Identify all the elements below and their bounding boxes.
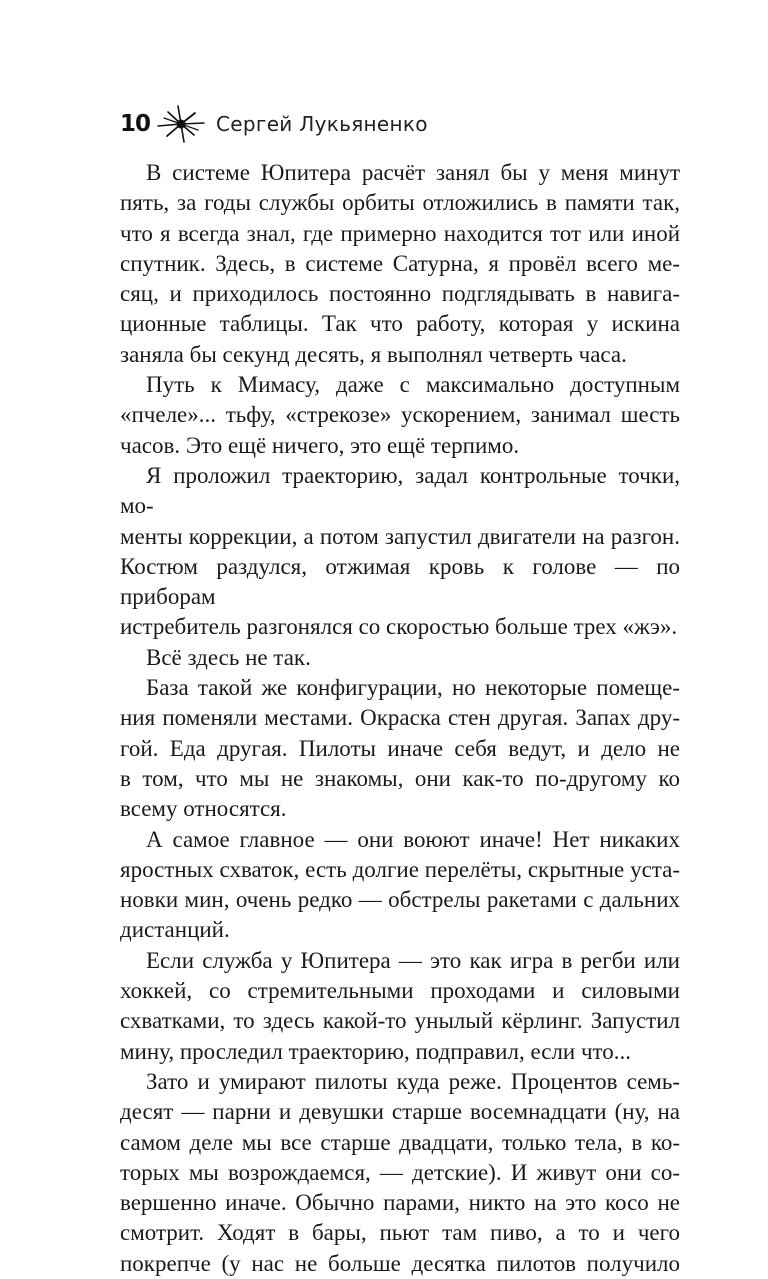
text-line: Путь к Мимасу, даже с максимально доступным (146, 372, 680, 398)
text-line: менты коррекции, а потом запустил двигатели на разгон. (120, 523, 680, 549)
text-line: яростных схваток, есть долгие перелёты, скрытные уста- (120, 856, 680, 882)
text-line: Всё здесь не так. (146, 644, 311, 670)
text-line: вершенно иначе. Обычно парами, никто на это косо не (120, 1190, 680, 1216)
paragraph (120, 643, 680, 673)
text-line: «пчеле»... тьфу, «стрекозе» ускорением, занимал шесть (120, 402, 680, 428)
text-line: всему относятся. (120, 796, 287, 822)
text-line: База такой же конфигурации, но некоторые помеще- (146, 675, 680, 701)
text-line: Костюм раздулся, отжимая кровь к голове — по приборам (120, 553, 680, 610)
spider-star-icon (156, 104, 206, 144)
text-line: истребитель разгонялся со скоростью больше трех «жэ». (120, 614, 678, 640)
text-line: Если служба у Юпитера — это как игра в регби или (146, 947, 680, 973)
text-line: пять, за годы службы орбиты отложились в памяти так, (120, 190, 680, 216)
text-line: спутник. Здесь, в системе Сатурна, я провёл всего ме- (120, 250, 680, 276)
text-line: Зато и умирают пилоты куда реже. Процентов семь- (146, 1068, 680, 1094)
text-line: гой. Еда другая. Пилоты иначе себя ведут, и дело не (120, 735, 680, 761)
paragraph (120, 946, 680, 1067)
text-line: дистанций. (120, 917, 230, 943)
text-line: торых мы возрождаемся, — детские). И живут они со- (120, 1159, 680, 1185)
text-line: что я всегда знал, где примерно находится тот или иной (120, 220, 680, 246)
text-line: сяц, и приходилось постоянно подглядывать в навига- (120, 281, 680, 307)
text-line: А самое главное — они воюют иначе! Нет никаких (146, 826, 680, 852)
text-line: десят — парни и девушки старше восемнадцати (ну, на (120, 1099, 680, 1125)
text-line: покрепче (у нас не больше десятка пилотов получило (120, 1250, 680, 1276)
paragraph (120, 673, 680, 824)
text-line: ния поменяли местами. Окраска стен другая. Запах дру- (120, 705, 680, 731)
body-text (120, 158, 680, 1279)
text-line: часов. Это ещё ничего, это ещё терпимо. (120, 432, 520, 458)
text-line: Я проложил траекторию, задал контрольные точки, мо- (120, 462, 680, 519)
text-line: ционные таблицы. Так что работу, которая у искина (120, 311, 680, 337)
text-line: в том, что мы не знакомы, они как-то по-другому ко (120, 765, 680, 791)
paragraph (120, 461, 680, 643)
paragraph (120, 158, 680, 370)
page-number: 10 (120, 111, 151, 137)
text-line: самом деле мы все старше двадцати, только тела, в ко- (120, 1129, 680, 1155)
paragraph (120, 1067, 680, 1279)
text-line: заняла бы секунд десять, я выполнял четверть часа. (120, 341, 627, 367)
paragraph (120, 370, 680, 461)
text-line: смотрит. Ходят в бары, пьют там пиво, а то и чего (120, 1220, 680, 1246)
running-head (120, 104, 428, 144)
text-line: В системе Юпитера расчёт занял бы у меня минут (146, 160, 680, 185)
text-line: новки мин, очень редко — обстрелы ракетами с дальних (120, 887, 680, 913)
text-line: мину, проследил траекторию, подправил, если что... (120, 1038, 632, 1064)
text-line: хоккей, со стремительными проходами и силовыми (120, 978, 680, 1004)
paragraph (120, 825, 680, 946)
author-name: Сергей Лукьяненко (216, 112, 428, 136)
text-line: схватками, то здесь какой-то унылый кёрлинг. Запустил (120, 1008, 680, 1034)
